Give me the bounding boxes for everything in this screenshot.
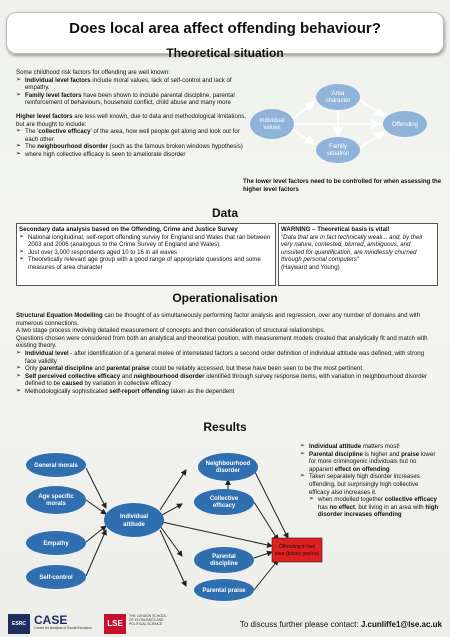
node-general-morals-label: General morals <box>34 463 78 469</box>
theory-text <box>16 69 251 159</box>
data-bullet-1: ➢ National longitudinal, self-report offending survey for England and Wales that ran between 2003 and 2006 (analogous to the Crime Survey of England and Wales). <box>19 234 272 249</box>
edge-empathy <box>86 526 106 542</box>
node-neigh-label-2: disorder <box>215 468 241 474</box>
edge-ind-pd <box>160 526 182 556</box>
node-pd-label-2: discipline <box>210 561 238 567</box>
data-text <box>19 226 272 272</box>
node-empathy-label: Empathy <box>43 541 69 547</box>
node-individual-attitude-label-1: Individual <box>119 514 149 520</box>
case-logo-sub: Centre for Analysis of Social Exclusion <box>34 626 92 630</box>
theory-caption: The lower level factors need to be controlled for when assessing the higher level factors <box>243 178 442 193</box>
edge-pd-off <box>254 552 272 558</box>
edge-ind-off <box>162 522 272 546</box>
data-heading: Secondary data analysis based on the Offending, Crime and Justice Survey <box>19 226 238 233</box>
oper-bullet-4: ➢ Methodologically sophisticated self-report offending taken as the dependent <box>16 388 436 396</box>
node-offending-result <box>272 538 322 562</box>
oper-bullet-1: ➢ Individual level - after identification of a general melee of interrelated factors a second order definition of individual attitude was defined, with strong face validity <box>16 350 436 365</box>
node-individual-attitude-label-2: attitude <box>123 522 145 528</box>
node-family <box>316 137 360 163</box>
warning-source: (Hayward and Young) <box>281 263 340 271</box>
oper-p3: Questions chosen were considered from both an analytical and theoretical position, with measurement models created that analytically fit and match with existing theory. <box>16 334 428 350</box>
node-offending-label: Offending <box>392 122 418 128</box>
section-data: Data <box>211 206 238 220</box>
theory-higher: Higher level factors are less well known, due to data and methodological limitations, but are thought to include: <box>16 112 246 128</box>
node-pd <box>194 547 254 573</box>
theory-bullet-1: ➢ Individual level factors include moral values, lack of self-control and lack of empathy. <box>16 77 251 92</box>
node-age-morals-label-1: Age specific <box>38 494 74 500</box>
section-results: Results <box>203 420 247 434</box>
node-area <box>316 84 360 110</box>
warning-quote: "Data that are in fact technically weak... and, by their very nature, contested, blurred, ambiguous, and unsuited for quantification, are mindlessly churned through personal computers" <box>281 233 423 264</box>
node-individual-label-2: values <box>263 125 281 131</box>
case-logo-text: CASE <box>34 613 68 627</box>
poster-title: Does local area affect offending behaviour? <box>69 20 381 37</box>
node-area-label-1: Area <box>331 91 345 97</box>
node-offending-result-label-1: Offending in last <box>278 544 316 550</box>
arrow-family-offending <box>360 132 384 148</box>
oper-p2: A two stage process involving detailed measurement of concepts and then consideration of structural relationships. <box>16 327 326 335</box>
warning-text <box>281 226 434 272</box>
theory-bullet-4: ➢ The neighbourhood disorder (such as the famous broken windows hypothesis) <box>16 143 251 151</box>
results-text <box>300 443 440 519</box>
theory-diagram <box>250 82 450 182</box>
edge-ind-neigh <box>160 470 186 510</box>
results-bullet-1: ➢ Individual attitude matters most! <box>300 443 440 451</box>
oper-bullet-3: ➢ Self perceived collective efficacy and neighbourhood disorder identified through survey response items, with variation in neighbourhood disorder defined to be caused by variation in collective efficacy <box>16 373 436 388</box>
results-bullet-2: ➢ Parental discipline is higher and praise lower for more criminogenic individuals but no apparent effect on offending <box>300 451 440 474</box>
node-neigh-label-1: Neighbourhood <box>205 461 251 467</box>
node-individual-attitude <box>104 503 164 537</box>
oper-p1: Structural Equation Modelling can be thought of as simultaneously performing factor analysis and regression, over any number of domains and with numerous connections. <box>16 312 421 327</box>
edge-self-control <box>86 530 106 576</box>
node-family-label-2: situation <box>326 151 350 157</box>
theory-bullet-3: ➢ The 'collective efficacy' of the area, how well people get along and look out for each other <box>16 128 251 143</box>
lse-logo: LSE <box>104 614 126 634</box>
node-ce-label-1: Collective <box>209 496 239 502</box>
edge-neigh-off <box>254 470 288 538</box>
lse-logo-sub: THE LONDON SCHOOL OF ECONOMICS AND POLITICAL SCIENCE <box>129 614 167 627</box>
data-bullet-3: ➢ Theoretically relevant age group with a good range of appropriate questions and some measures of area character <box>19 256 272 271</box>
node-age-morals-label-2: morals <box>46 501 66 507</box>
footer-contact: To discuss further please contact: J.cunliffe1@lse.ac.uk <box>239 620 442 629</box>
node-area-label-2: character <box>325 98 351 104</box>
section-operationalisation: Operationalisation <box>172 291 278 305</box>
edge-ce-off <box>254 502 278 540</box>
edge-ind-pp <box>160 530 186 586</box>
oper-bullet-2: ➢ Only parental discipline and parental praise could be reliably accessed, but these have been seen to be the most pertinent. <box>16 365 436 373</box>
node-ce-label-2: efficacy <box>212 503 236 509</box>
node-individual <box>250 109 294 139</box>
case-logo <box>34 614 96 634</box>
node-pp-label: Parental praise <box>202 588 246 594</box>
node-ce <box>194 489 254 515</box>
results-bullet-4: ➢ when modelled together collective efficacy has no effect, but living in an area with high disorder increases offending <box>300 496 440 519</box>
node-neigh <box>198 453 258 481</box>
warning-title: WARNING – Theoretical basis is vital! <box>281 226 390 233</box>
edge-pp-off <box>254 560 278 590</box>
arrow-individual-family <box>294 130 314 144</box>
arrow-area-offending <box>360 100 384 116</box>
section-theoretical: Theoretical situation <box>166 46 284 60</box>
node-individual-label-1: Individual <box>259 118 285 124</box>
esrc-logo: ESRC <box>8 614 30 634</box>
arrow-individual-area <box>294 102 314 118</box>
theory-bullet-2: ➢ Family level factors have been shown to include parental discipline, parental reinforcement of behaviours, household conflict, child abuse and many more <box>16 92 251 107</box>
node-family-label-1: Family <box>329 144 347 150</box>
data-bullet-2: ➢ Just over 3,000 respondents aged 10 to 16 in all waves <box>19 249 272 257</box>
oper-text <box>16 312 436 396</box>
theory-bullet-5: ➢ where high collective efficacy is seen to ameliorate disorder <box>16 151 251 159</box>
node-pd-label-1: Parental <box>212 554 236 560</box>
theory-intro: Some childhood risk factors for offending are well known: <box>16 69 171 76</box>
results-diagram <box>14 440 324 612</box>
node-offending-result-label-2: year (binary yes/no) <box>274 551 320 557</box>
node-self-control-label: Self-control <box>39 575 73 581</box>
node-age-morals <box>26 486 86 514</box>
results-bullet-3: ➢ Taken separately high disorder increases offending, but surprisingly high collective efficacy also increases it. <box>300 473 440 496</box>
